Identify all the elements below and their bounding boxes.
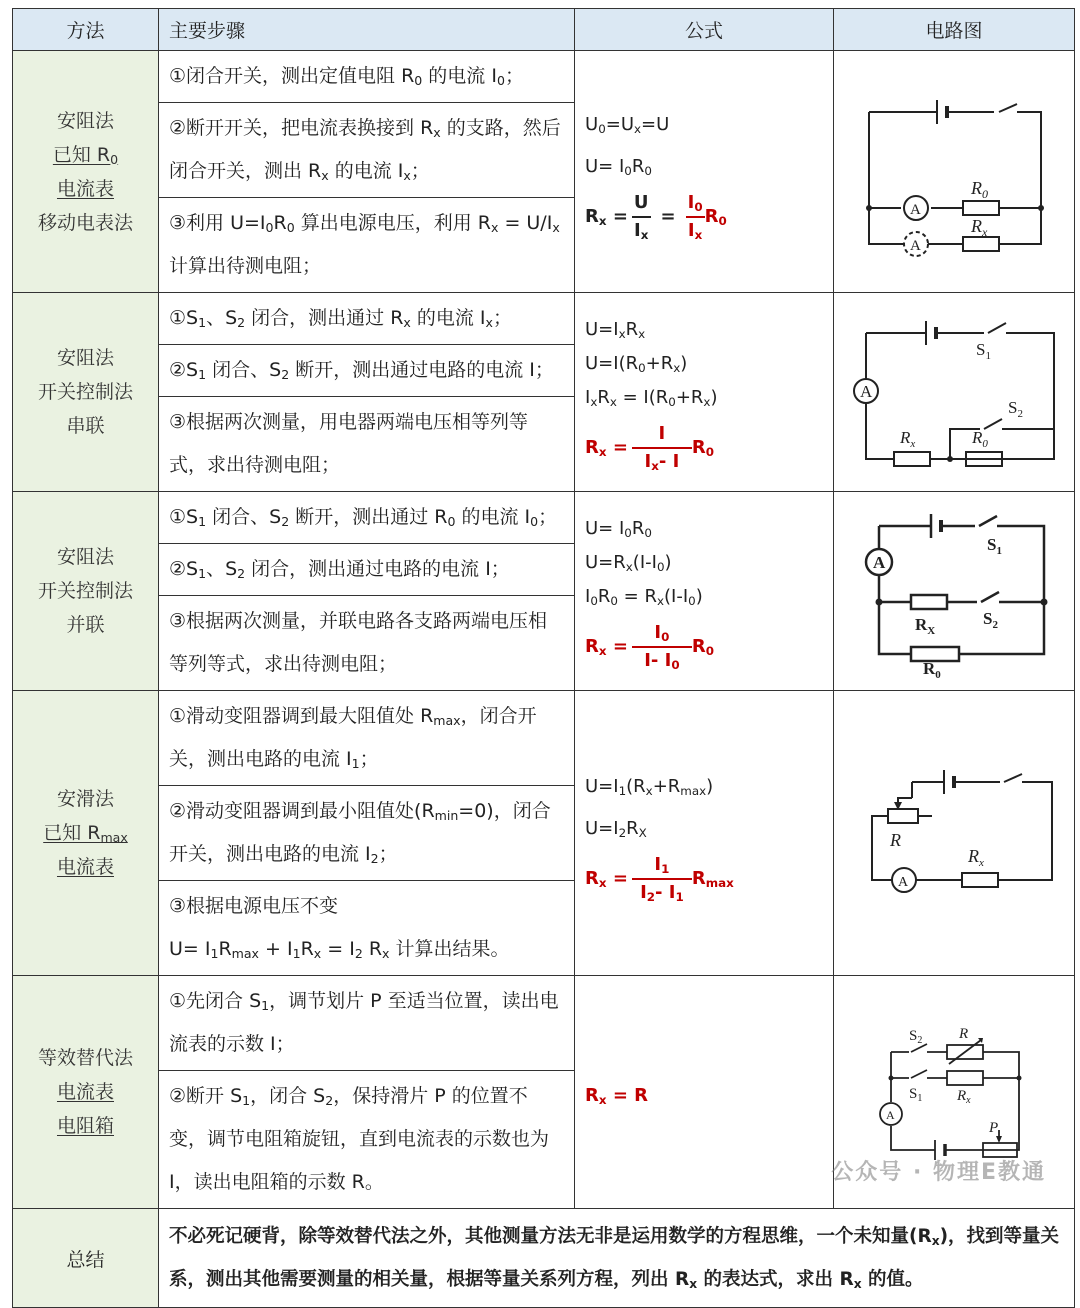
method-name: 安滑法 — [56, 788, 114, 810]
method-line-known-r0: 已知 $R_0$ — [52, 143, 119, 167]
svg-text:Rx: $R_x$ — [957, 1088, 971, 1106]
svg-text:R: R — [890, 830, 901, 850]
circuit-diagram-4 — [834, 691, 1075, 976]
step-text: $①S_1$、$S_2$ 闭合，测出通过 $R_x$ 的电流 $I_x$； — [159, 293, 575, 345]
methods-table — [12, 8, 1075, 1308]
header-steps: 主要步骤 — [159, 9, 575, 51]
watermark: 公众号 · 物理E教通 — [831, 1160, 1046, 1185]
formula-result: $R_x$ = $\frac{I_0}{I- I_0}$ $R_0$ — [585, 622, 715, 672]
method-cell-1 — [13, 51, 159, 293]
formula-line: $I_xR_x = I(R_0+R_x)$ — [585, 387, 718, 409]
method-name: 安阻法 — [56, 546, 114, 568]
method-name: 安阻法 — [56, 347, 114, 369]
step-text: ①闭合开关，测出定值电阻 $R_0$ 的电流 $I_0$； — [159, 51, 575, 103]
formula-result: $R_x$ = $\frac{U}{I_x}$ = $\frac{I_0}{I_x}$ $R_0$ — [585, 191, 727, 242]
step-text: $②S_1$、$S_2$ 闭合，测出通过电路的电流 I； — [159, 544, 575, 596]
method-line: 开关控制法 — [37, 381, 133, 403]
formula-result: $R_x$ = $\frac{I}{I_x- I}$ $R_0$ — [585, 423, 715, 473]
circuit-svg — [849, 82, 1059, 262]
formula-result: $R_x = R$ — [585, 1085, 649, 1107]
rx-label: $R_x$ — [971, 215, 988, 239]
svg-text:R0: $R_0$ — [972, 428, 988, 450]
header-formula: 公式 — [575, 9, 834, 51]
method-line-ammeter: 电流表 — [56, 177, 114, 200]
method-line: 电流表 — [56, 1081, 114, 1103]
header-method: 方法 — [13, 9, 159, 51]
method-cell-4 — [13, 691, 159, 976]
step-text: ①先闭合 $S_1$，调节划片 P 至适当位置，读出电流表的示数 I； — [159, 976, 575, 1071]
row-1-step-1 — [13, 51, 1075, 103]
row-4-step-1 — [13, 691, 1075, 786]
step-text: ②滑动变阻器调到最小阻值处$(R_{min}=0)$，闭合开关，测出电路的电流 $I_2$； — [159, 786, 575, 881]
formula-line: $U_0=U_x=U$ — [585, 113, 670, 136]
svg-text:S2: $S_2$ — [1008, 398, 1023, 420]
method-line-known-rmax: 已知 $R_{max}$ — [43, 822, 128, 846]
circuit-diagram-3 — [834, 492, 1075, 691]
circuit-diagram-2 — [834, 293, 1075, 492]
circuit-svg — [879, 1022, 1029, 1162]
method-cell-3 — [13, 492, 159, 691]
svg-text:S1: $S_1$ — [976, 340, 991, 362]
svg-text:Rx: $R_x$ — [968, 846, 984, 869]
summary-row — [13, 1209, 1075, 1308]
formula-line: $I_0R_0 = R_x(I-I_0)$ — [585, 586, 703, 608]
formula-cell-2 — [575, 293, 834, 492]
row-5-step-1 — [13, 976, 1075, 1071]
step-text: ②断开开关，把电流表换接到 $R_x$ 的支路，然后闭合开关，测出 $R_x$ 的电流 $I_x$； — [159, 103, 575, 198]
step-text: $②S_1$ 闭合、$S_2$ 断开，测出通过电路的电流 I； — [159, 345, 575, 397]
header-row — [13, 9, 1075, 51]
formula-cell-5 — [575, 976, 834, 1209]
svg-text:S1: $S_1$ — [909, 1086, 923, 1104]
step-text: ③利用 $U=I_0R_0$ 算出电源电压，利用 $R_x = U/I_x$ 计算出待测电阻； — [159, 198, 575, 293]
method-cell-2 — [13, 293, 159, 492]
method-name: 安阻法 — [56, 109, 114, 132]
circuit-svg — [844, 307, 1064, 477]
svg-text:P: P — [989, 1120, 999, 1136]
step-text: ①滑动变阻器调到最大阻值处 $R_{max}$，闭合开关，测出电路的电流 $I_1$； — [159, 691, 575, 786]
circuit-diagram-1 — [834, 51, 1075, 293]
step-text: ③根据两次测量，用电器两端电压相等列等式，求出待测电阻； — [159, 397, 575, 492]
method-line: 电阻箱 — [56, 1115, 114, 1137]
svg-text:A: A — [860, 382, 873, 401]
row-2-step-1 — [13, 293, 1075, 345]
row-3-step-1 — [13, 492, 1075, 544]
method-cell-5 — [13, 976, 159, 1209]
formula-line: $U=R_x(I-I_0)$ — [585, 552, 672, 574]
svg-text:A: A — [898, 875, 909, 890]
method-name: 等效替代法 — [37, 1047, 133, 1069]
svg-text:R0: $R_0$ — [923, 659, 941, 681]
svg-text:A: A — [910, 201, 921, 218]
method-line: 电流表 — [56, 856, 114, 878]
method-line-variant: 移动电表法 — [37, 211, 133, 234]
formula-result: $R_x$ = $\frac{I_1}{I_2- I_1}$ $R_{max}$ — [585, 854, 734, 904]
step-text: ③根据电源电压不变 $U= I_1R_{max} + I_1R_x = I_2$ $R_x$ 计算出结果。 — [159, 881, 575, 976]
formula-line: $U=I(R_0+R_x)$ — [585, 353, 688, 375]
svg-text:S2: $S_2$ — [983, 609, 998, 631]
method-line: 串联 — [66, 415, 105, 437]
formula-line: $U=I_1(R_x+R_{max})$ — [585, 776, 714, 798]
svg-text:RX: $R_X$ — [915, 615, 936, 637]
method-line: 并联 — [66, 614, 105, 636]
formula-line: $U=I_2R_X$ — [585, 818, 647, 840]
svg-text:A: A — [873, 553, 886, 572]
circuit-svg — [849, 506, 1059, 681]
step-text: $①S_1$ 闭合、$S_2$ 断开，测出通过 $R_0$ 的电流 $I_0$； — [159, 492, 575, 544]
circuit-svg — [854, 768, 1054, 898]
summary-text: 不必死记硬背，除等效替代法之外，其他测量方法无非是运用数学的方程思维，一个未知量$(R_x)$，找到等量关系，测出其他需要测量的相关量，根据等量关系列方程，列出 $R_x$ 的表达式，求出 $R_x$ 的值。 — [159, 1209, 1075, 1308]
method-line: 开关控制法 — [37, 580, 133, 602]
svg-text:Rx: $R_x$ — [900, 428, 916, 450]
step-text: ②断开 $S_1$，闭合 $S_2$，保持滑片 P 的位置不变，调节电阻箱旋钮，直到电流表的示数也为 I，读出电阻箱的示数 R。 — [159, 1071, 575, 1209]
header-circuit: 电路图 — [834, 9, 1075, 51]
formula-cell-3 — [575, 492, 834, 691]
r0-label: $R_0$ — [971, 177, 988, 201]
formula-line: $U= I_0R_0$ — [585, 518, 652, 540]
step-text: ③根据两次测量，并联电路各支路两端电压相等列等式，求出待测电阻； — [159, 596, 575, 691]
svg-text:S1: $S_1$ — [987, 535, 1002, 557]
svg-text:R: R — [959, 1026, 969, 1042]
summary-label: 总结 — [13, 1209, 159, 1308]
formula-line: $U=I_xR_x$ — [585, 319, 646, 341]
formula-cell-4 — [575, 691, 834, 976]
svg-text:S2: $S_2$ — [909, 1028, 923, 1046]
formula-line: $U= I_0R_0$ — [585, 155, 652, 178]
formula-cell-1 — [575, 51, 834, 293]
svg-text:A: A — [910, 237, 921, 254]
svg-text:A: A — [886, 1108, 895, 1122]
